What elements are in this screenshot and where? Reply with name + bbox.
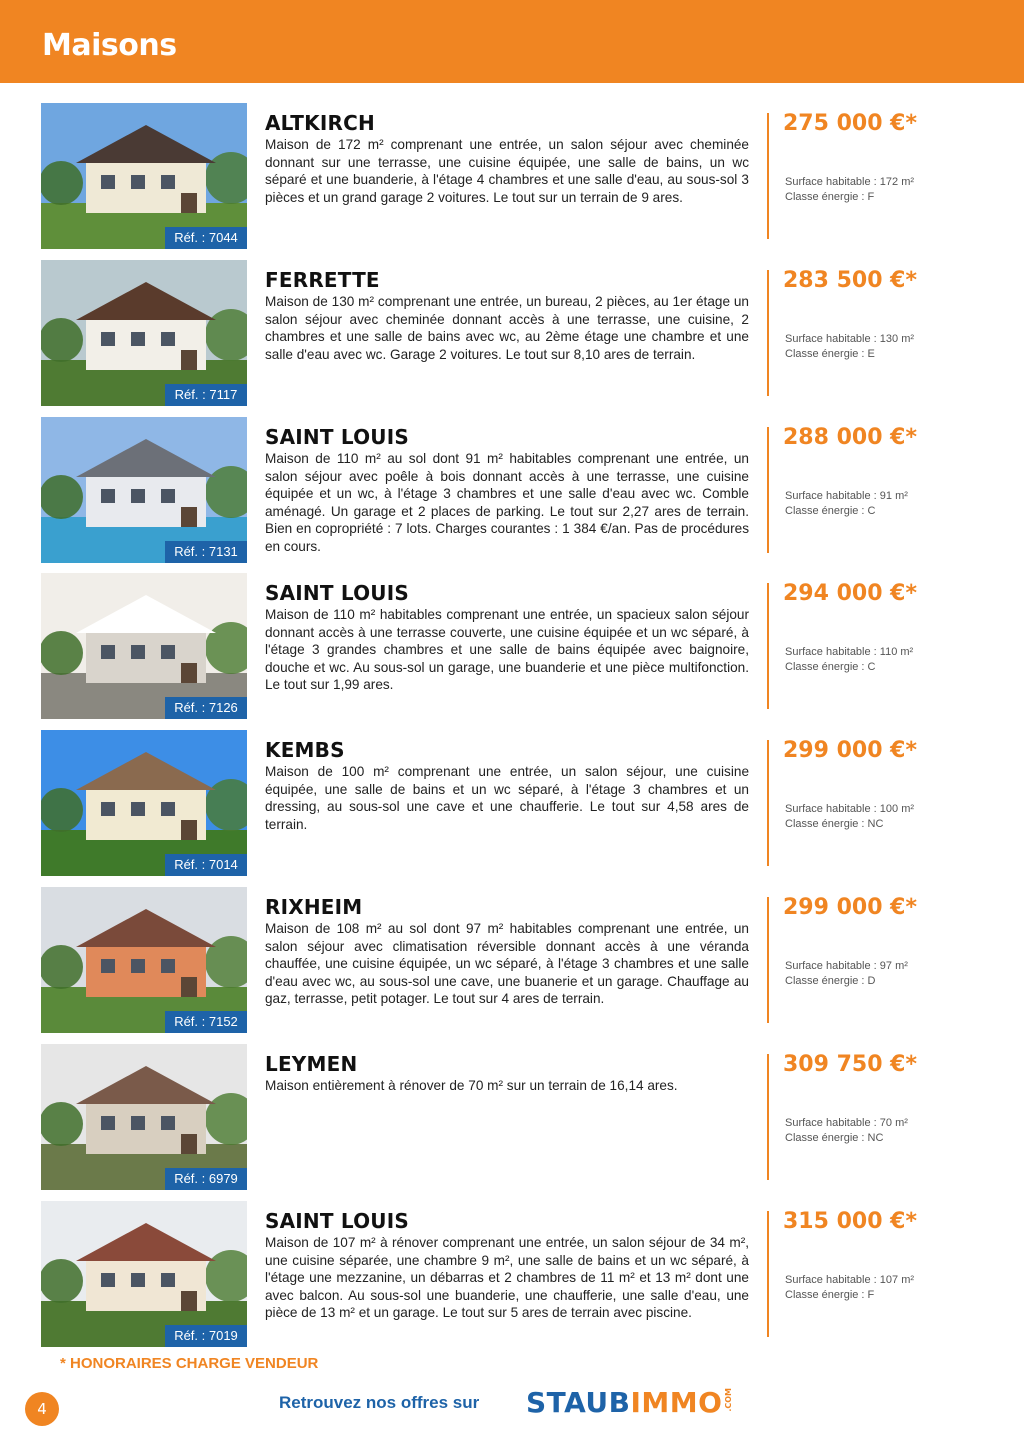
classe-energie: Classe énergie : C: [785, 505, 876, 517]
listing-details: [785, 332, 914, 362]
listing-details: [785, 959, 908, 989]
listing-description: Maison de 172 m² comprenant une entrée, un salon séjour avec cheminée donnant sur une terrasse, une cuisine équipée, une salle de bains, un wc séparé et une buanderie, à l'étage 4 chambres et une salle d'eau, au sous-sol 3 pièces et un grand garage 2 voitures. Le tout sur un terrain de 9 ares.: [265, 137, 749, 205]
property-photo[interactable]: [41, 417, 247, 563]
listing-price: 275 000 €*: [783, 111, 917, 136]
divider: [767, 427, 769, 553]
property-photo[interactable]: [41, 1044, 247, 1190]
listing-price: 315 000 €*: [783, 1209, 917, 1234]
classe-energie: Classe énergie : E: [785, 348, 875, 360]
surface-habitable: Surface habitable : 107 m²: [785, 1274, 915, 1286]
reference-label: Réf. : 7014: [165, 854, 247, 876]
listing-description: Maison de 130 m² comprenant une entrée, un bureau, 2 pièces, au 1er étage un salon séjour avec cheminée donnant accès à une terrasse, une cuisine, 2 chambres et une salle de bains avec wc, au 2ème étage une chambre et une salle d'eau avec wc. Garage 2 voitures. Le tout sur 8,10 ares de terrain.: [265, 294, 749, 362]
listing-price: 299 000 €*: [783, 738, 917, 763]
surface-habitable: Surface habitable : 172 m²: [785, 176, 915, 188]
property-photo[interactable]: [41, 1201, 247, 1347]
divider: [767, 583, 769, 709]
surface-habitable: Surface habitable : 130 m²: [785, 333, 915, 345]
property-photo[interactable]: [41, 573, 247, 719]
listing-city: SAINT LOUIS: [265, 581, 409, 605]
page-header: [0, 0, 1024, 83]
divider: [767, 897, 769, 1023]
reference-label: Réf. : 7131: [165, 541, 247, 563]
surface-habitable: Surface habitable : 97 m²: [785, 960, 908, 972]
divider: [767, 113, 769, 239]
listing-price: 283 500 €*: [783, 268, 917, 293]
classe-energie: Classe énergie : C: [785, 661, 876, 673]
listing-item[interactable]: [41, 1201, 981, 1347]
reference-label: Réf. : 7019: [165, 1325, 247, 1347]
page-title: Maisons: [42, 28, 177, 63]
logo-suffix: .COM: [724, 1388, 734, 1412]
listing-city: FERRETTE: [265, 268, 380, 292]
listing-item[interactable]: [41, 260, 981, 406]
property-photo[interactable]: [41, 887, 247, 1033]
listing-city: LEYMEN: [265, 1052, 358, 1076]
listing-details: [785, 645, 913, 675]
listing-item[interactable]: [41, 573, 981, 719]
logo-part-immo: IMMO: [630, 1386, 723, 1419]
listing-details: [785, 175, 914, 205]
listing-details: [785, 489, 908, 519]
listing-description: Maison de 110 m² habitables comprenant une entrée, un spacieux salon séjour donnant accès à une terrasse couverte, une cuisine équipée et un wc séparé, à l'étage 3 grandes chambres et une salle de bains équipée avec baignoire, douche et wc. Au sous-sol un garage, une buanderie et une pièce multifonction. Le tout sur 1,99 ares.: [265, 607, 749, 693]
listing-item[interactable]: [41, 417, 981, 563]
property-photo[interactable]: [41, 103, 247, 249]
classe-energie: Classe énergie : NC: [785, 818, 884, 830]
classe-energie: Classe énergie : D: [785, 975, 876, 987]
listing-city: RIXHEIM: [265, 895, 363, 919]
listing-city: ALTKIRCH: [265, 111, 375, 135]
divider: [767, 740, 769, 866]
classe-energie: Classe énergie : F: [785, 1289, 875, 1301]
surface-habitable: Surface habitable : 100 m²: [785, 803, 915, 815]
reference-label: Réf. : 7126: [165, 697, 247, 719]
honoraires-note: * HONORAIRES CHARGE VENDEUR: [60, 1355, 319, 1372]
listing-description: Maison de 107 m² à rénover comprenant une entrée, un salon séjour de 34 m², une cuisine séparée, une chambre 9 m², une salle de bains et un wc séparé, à l'étage une mezzanine, un débarras et 2 chambres de 11 m² et 13 m² dont une avec balcon. Au sous-sol une buanderie, une chaufferie, une salle d'eau, une pièce de 13 m² et un garage. Le tout sur 5 ares de terrain avec piscine.: [265, 1235, 749, 1321]
listing-price: 299 000 €*: [783, 895, 917, 920]
listing-price: 294 000 €*: [783, 581, 917, 606]
surface-habitable: Surface habitable : 70 m²: [785, 1117, 908, 1129]
page-number: 4: [25, 1392, 59, 1426]
classe-energie: Classe énergie : NC: [785, 1132, 884, 1144]
listing-price: 309 750 €*: [783, 1052, 917, 1077]
reference-label: Réf. : 7152: [165, 1011, 247, 1033]
listing-details: [785, 802, 914, 832]
listing-price: 288 000 €*: [783, 425, 917, 450]
listing-description: Maison entièrement à rénover de 70 m² sur un terrain de 16,14 ares.: [265, 1078, 678, 1093]
surface-habitable: Surface habitable : 91 m²: [785, 490, 908, 502]
listing-description: Maison de 108 m² au sol dont 97 m² habitables comprenant une entrée, un salon séjour avec climatisation réversible donnant accès à une véranda chauffée, une cuisine équipée, un wc séparé, à l'étage 3 chambres et une salle d'eau avec wc, au sous-sol une cave, une buanerie et un garage. Chauffage au gaz, terrasse, petit potager. Le tout sur 4 ares de terrain.: [265, 921, 749, 1007]
logo-text: [526, 1386, 722, 1420]
divider: [767, 1054, 769, 1180]
listing-item[interactable]: [41, 887, 981, 1033]
classe-energie: Classe énergie : F: [785, 191, 875, 203]
listing-item[interactable]: [41, 103, 981, 249]
listing-details: [785, 1273, 914, 1303]
property-photo[interactable]: [41, 730, 247, 876]
reference-label: Réf. : 6979: [165, 1168, 247, 1190]
listing-city: KEMBS: [265, 738, 345, 762]
listing-details: [785, 1116, 908, 1146]
reference-label: Réf. : 7117: [165, 384, 247, 406]
property-photo[interactable]: [41, 260, 247, 406]
staubimmo-logo[interactable]: [526, 1386, 733, 1422]
listing-item[interactable]: [41, 730, 981, 876]
listing-item[interactable]: [41, 1044, 981, 1190]
retrouvez-text: Retrouvez nos offres sur: [279, 1393, 480, 1412]
listing-city: SAINT LOUIS: [265, 1209, 409, 1233]
divider: [767, 1211, 769, 1337]
reference-label: Réf. : 7044: [165, 227, 247, 249]
logo-part-staub: STAUB: [526, 1386, 631, 1419]
listing-city: SAINT LOUIS: [265, 425, 409, 449]
listing-description: Maison de 100 m² comprenant une entrée, un salon séjour, une cuisine équipée, une salle de bains et un wc séparé, à l'étage 3 chambres et un dressing, au sous-sol une cave et une chaufferie. Le tout sur 4,58 ares de terrain.: [265, 764, 749, 832]
surface-habitable: Surface habitable : 110 m²: [785, 646, 914, 658]
listing-description: Maison de 110 m² au sol dont 91 m² habitables comprenant une entrée, un salon séjour avec poêle à bois donnant accès à une terrasse, une cuisine équipée et un wc, à l'étage 3 chambres et une salle d'eau avec wc. Comble aménagé. Un garage et 2 places de parking. Le tout sur 2,27 ares de terrain. Bien en copropriété : 7 lots. Charges courantes : 1 384 €/an. Pas de procédures en cours.: [265, 451, 749, 554]
divider: [767, 270, 769, 396]
